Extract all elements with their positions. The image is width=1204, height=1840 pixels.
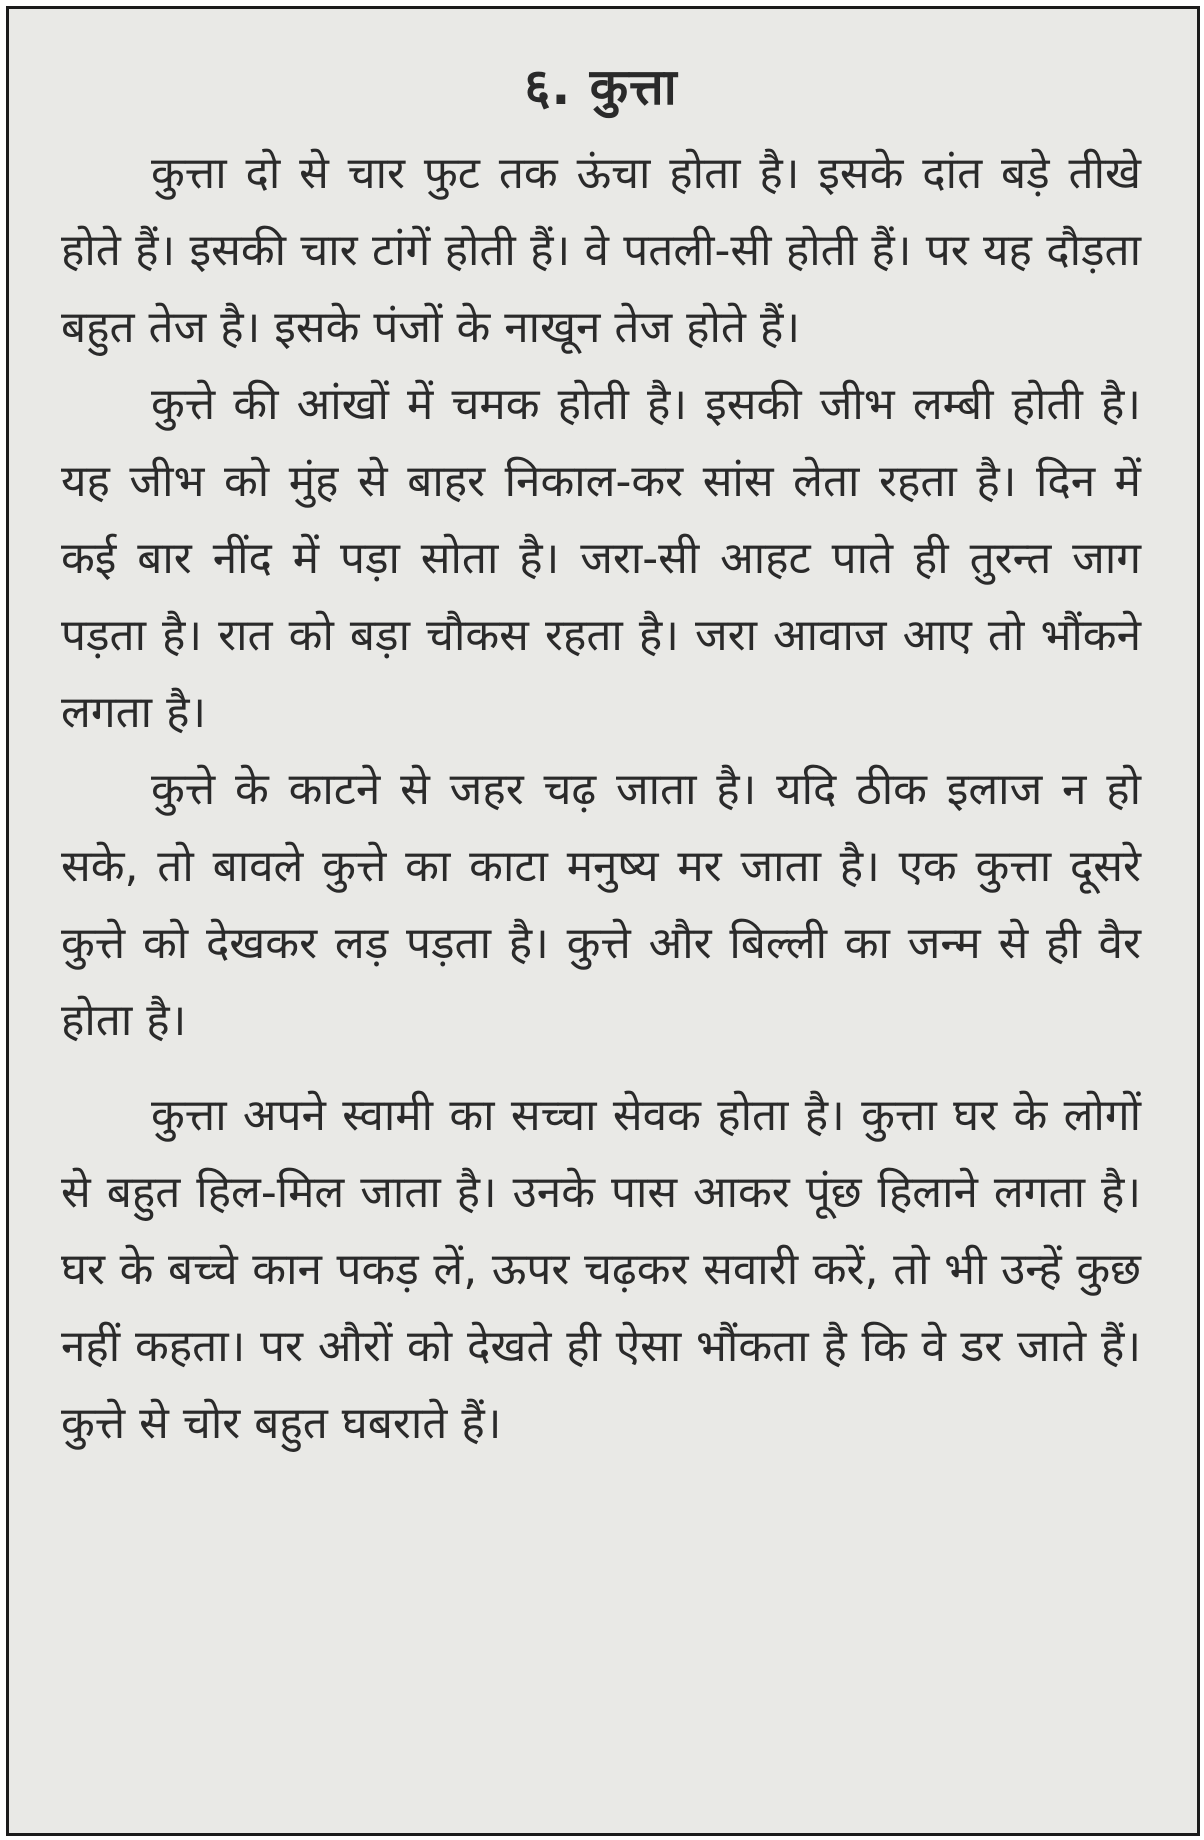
paragraph-3: कुत्ते के काटने से जहर चढ़ जाता है। यदि ठीक इलाज न हो सके, तो बावले कुत्ते का काटा मनुष्य मर जाता है। एक कुत्ता दूसरे कुत्ते को देखकर लड़ पड़ता है। कुत्ते और बिल्ली का जन्म से ही वैर होता है। [61, 764, 1141, 1046]
paragraph-4: कुत्ता अपने स्वामी का सच्चा सेवक होता है। कुत्ता घर के लोगों से बहुत हिल-मिल जाता है। उनके पास आकर पूंछ हिलाने लगता है। घर के बच्चे कान पकड़ लें, ऊपर चढ़कर सवारी करें, तो भी उन्हें कुछ नहीं कहता। पर औरों को देखते ही ऐसा भौंकता है कि वे डर जाते हैं। कुत्ते से चोर बहुत घबराते हैं। [61, 1090, 1141, 1449]
paragraph-2: कुत्ते की आंखों में चमक होती है। इसकी जीभ लम्बी होती है। यह जीभ को मुंह से बाहर निकाल-कर सांस लेता रहता है। दिन में कई बार नींद में पड़ा सोता है। जरा-सी आहट पाते ही तुरन्त जाग पड़ता है। रात को बड़ा चौकस रहता है। जरा आवाज आए तो भौंकने लगता है। [61, 379, 1141, 738]
page-content [61, 47, 1141, 1462]
scanned-page-frame [6, 6, 1200, 1836]
paragraph-1: कुत्ता दो से चार फुट तक ऊंचा होता है। इसके दांत बड़े तीखे होते हैं। इसकी चार टांगें होती हैं। वे पतली-सी होती हैं। पर यह दौड़ता बहुत तेज है। इसके पंजों के नाखून तेज होते हैं। [61, 148, 1141, 353]
chapter-title: ६. कुत्ता [524, 58, 678, 116]
